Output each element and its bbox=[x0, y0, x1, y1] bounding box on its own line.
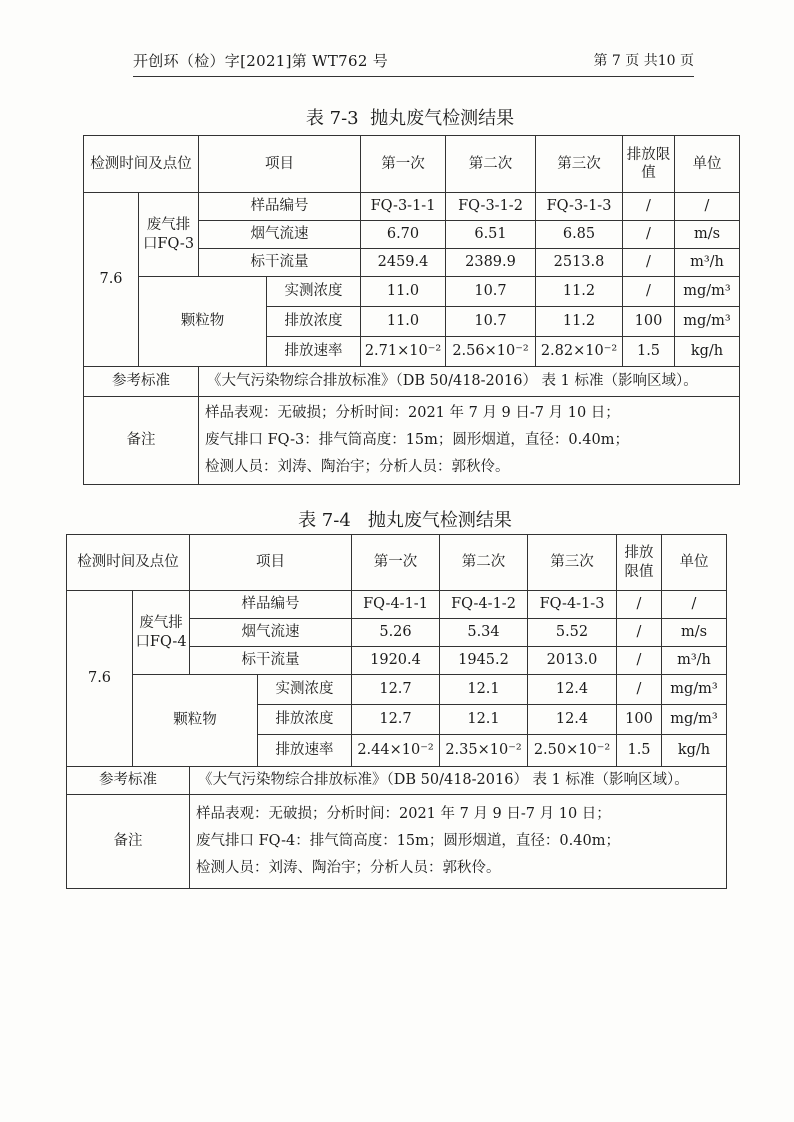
header-item: 项目 bbox=[199, 136, 361, 193]
note-line: 检测人员：刘涛、陶治宇；分析人员：郭秋伶。 bbox=[205, 458, 510, 475]
note-line: 检测人员：刘涛、陶治宇；分析人员：郭秋伶。 bbox=[196, 859, 501, 876]
cell-v3: 2513.8 bbox=[536, 249, 623, 277]
reference-label: 参考标准 bbox=[84, 367, 199, 397]
cell-v2: 10.7 bbox=[446, 307, 536, 337]
row-item: 烟气流速 bbox=[199, 221, 361, 249]
cell-v2: 1945.2 bbox=[440, 647, 528, 675]
header-time-location: 检测时间及点位 bbox=[67, 535, 190, 591]
note-line: 废气排口 FQ-4：排气筒高度：15m；圆形烟道，直径：0.40m； bbox=[196, 833, 620, 850]
page-info: 第 7 页 共10 页 bbox=[593, 53, 694, 69]
notes-label: 备注 bbox=[67, 795, 190, 889]
cell-v2: 2.56×10⁻² bbox=[446, 337, 536, 367]
table-row bbox=[84, 277, 740, 307]
table-row bbox=[67, 675, 727, 705]
cell-limit: / bbox=[617, 591, 662, 619]
cell-v1: 5.26 bbox=[352, 619, 440, 647]
reference-standard: 《大气污染物综合排放标准》（DB 50/418-2016） 表 1 标准（影响区域）。 bbox=[190, 767, 727, 795]
cell-v3: 12.4 bbox=[528, 675, 617, 705]
cell-v2: FQ-4-1-2 bbox=[440, 591, 528, 619]
header-third: 第三次 bbox=[528, 535, 617, 591]
notes-label: 备注 bbox=[84, 397, 199, 485]
header-unit: 单位 bbox=[662, 535, 727, 591]
table-7-4 bbox=[66, 534, 727, 889]
header-divider bbox=[133, 76, 694, 77]
cell-v1: 2.44×10⁻² bbox=[352, 735, 440, 767]
reference-label: 参考标准 bbox=[67, 767, 190, 795]
table-row bbox=[84, 193, 740, 221]
row-item: 排放浓度 bbox=[267, 307, 361, 337]
cell-v1: FQ-3-1-1 bbox=[361, 193, 446, 221]
cell-v2: 2.35×10⁻² bbox=[440, 735, 528, 767]
cell-limit: 1.5 bbox=[623, 337, 675, 367]
cell-v3: FQ-4-1-3 bbox=[528, 591, 617, 619]
cell-v3: 2.50×10⁻² bbox=[528, 735, 617, 767]
cell-v1: 11.0 bbox=[361, 307, 446, 337]
row-item: 排放速率 bbox=[258, 735, 352, 767]
row-item: 标干流量 bbox=[199, 249, 361, 277]
point-number: 7.6 bbox=[84, 193, 139, 367]
cell-v3: 2013.0 bbox=[528, 647, 617, 675]
cell-unit: m³/h bbox=[662, 647, 727, 675]
row-item: 样品编号 bbox=[199, 193, 361, 221]
cell-unit: mg/m³ bbox=[662, 705, 727, 735]
header-time-location: 检测时间及点位 bbox=[84, 136, 199, 193]
cell-unit: kg/h bbox=[675, 337, 740, 367]
cell-v2: 12.1 bbox=[440, 675, 528, 705]
report-number: 开创环（检）字[2021]第 WT762 号 bbox=[133, 52, 389, 70]
cell-limit: / bbox=[617, 619, 662, 647]
cell-v1: 2459.4 bbox=[361, 249, 446, 277]
cell-v1: 1920.4 bbox=[352, 647, 440, 675]
cell-v3: 11.2 bbox=[536, 307, 623, 337]
row-item: 烟气流速 bbox=[190, 619, 352, 647]
cell-v1: 11.0 bbox=[361, 277, 446, 307]
header-second: 第二次 bbox=[446, 136, 536, 193]
cell-limit: / bbox=[623, 249, 675, 277]
header-first: 第一次 bbox=[352, 535, 440, 591]
outlet-label: 废气排口FQ-4 bbox=[133, 591, 190, 675]
cell-limit: 100 bbox=[617, 705, 662, 735]
header-first: 第一次 bbox=[361, 136, 446, 193]
table-7-4-caption: 表 7-4 抛丸废气检测结果 bbox=[298, 510, 512, 531]
cell-v1: 12.7 bbox=[352, 705, 440, 735]
header-third: 第三次 bbox=[536, 136, 623, 193]
header-item: 项目 bbox=[190, 535, 352, 591]
cell-unit: / bbox=[662, 591, 727, 619]
cell-v3: 6.85 bbox=[536, 221, 623, 249]
cell-v1: 12.7 bbox=[352, 675, 440, 705]
cell-limit: / bbox=[617, 675, 662, 705]
cell-v2: FQ-3-1-2 bbox=[446, 193, 536, 221]
cell-limit: 1.5 bbox=[617, 735, 662, 767]
notes-content bbox=[199, 397, 740, 485]
cell-v1: FQ-4-1-1 bbox=[352, 591, 440, 619]
row-item: 实测浓度 bbox=[258, 675, 352, 705]
reference-standard: 《大气污染物综合排放标准》（DB 50/418-2016） 表 1 标准（影响区域）。 bbox=[199, 367, 740, 397]
header-limit: 排放限值 bbox=[617, 535, 662, 591]
cell-v2: 5.34 bbox=[440, 619, 528, 647]
cell-v2: 10.7 bbox=[446, 277, 536, 307]
cell-unit: / bbox=[675, 193, 740, 221]
cell-unit: m/s bbox=[675, 221, 740, 249]
cell-limit: / bbox=[623, 277, 675, 307]
cell-unit: mg/m³ bbox=[662, 675, 727, 705]
header-limit: 排放限值 bbox=[623, 136, 675, 193]
cell-unit: mg/m³ bbox=[675, 307, 740, 337]
cell-v3: 2.82×10⁻² bbox=[536, 337, 623, 367]
table-row bbox=[67, 591, 727, 619]
row-item: 标干流量 bbox=[190, 647, 352, 675]
outlet-label: 废气排口FQ-3 bbox=[139, 193, 199, 277]
cell-v1: 6.70 bbox=[361, 221, 446, 249]
cell-unit: m/s bbox=[662, 619, 727, 647]
particulate-label: 颗粒物 bbox=[139, 277, 267, 367]
cell-v3: 11.2 bbox=[536, 277, 623, 307]
table-7-3-caption: 表 7-3 抛丸废气检测结果 bbox=[305, 108, 515, 129]
cell-v3: FQ-3-1-3 bbox=[536, 193, 623, 221]
note-line: 废气排口 FQ-3：排气筒高度：15m；圆形烟道，直径：0.40m； bbox=[205, 432, 629, 449]
notes-content bbox=[190, 795, 727, 889]
row-item: 实测浓度 bbox=[267, 277, 361, 307]
cell-v1: 2.71×10⁻² bbox=[361, 337, 446, 367]
cell-limit: / bbox=[623, 221, 675, 249]
cell-v2: 12.1 bbox=[440, 705, 528, 735]
row-item: 排放浓度 bbox=[258, 705, 352, 735]
note-line: 样品表观：无破损；分析时间：2021 年 7 月 9 日-7 月 10 日； bbox=[205, 405, 620, 422]
row-item: 排放速率 bbox=[267, 337, 361, 367]
cell-unit: m³/h bbox=[675, 249, 740, 277]
particulate-label: 颗粒物 bbox=[133, 675, 258, 767]
cell-v2: 6.51 bbox=[446, 221, 536, 249]
header-unit: 单位 bbox=[675, 136, 740, 193]
page-header bbox=[133, 50, 694, 80]
cell-limit: / bbox=[617, 647, 662, 675]
table-7-3 bbox=[83, 135, 740, 485]
cell-limit: / bbox=[623, 193, 675, 221]
point-number: 7.6 bbox=[67, 591, 133, 767]
cell-limit: 100 bbox=[623, 307, 675, 337]
note-line: 样品表观：无破损；分析时间：2021 年 7 月 9 日-7 月 10 日； bbox=[196, 806, 611, 823]
row-item: 样品编号 bbox=[190, 591, 352, 619]
cell-unit: kg/h bbox=[662, 735, 727, 767]
cell-v2: 2389.9 bbox=[446, 249, 536, 277]
cell-unit: mg/m³ bbox=[675, 277, 740, 307]
header-second: 第二次 bbox=[440, 535, 528, 591]
cell-v3: 12.4 bbox=[528, 705, 617, 735]
cell-v3: 5.52 bbox=[528, 619, 617, 647]
